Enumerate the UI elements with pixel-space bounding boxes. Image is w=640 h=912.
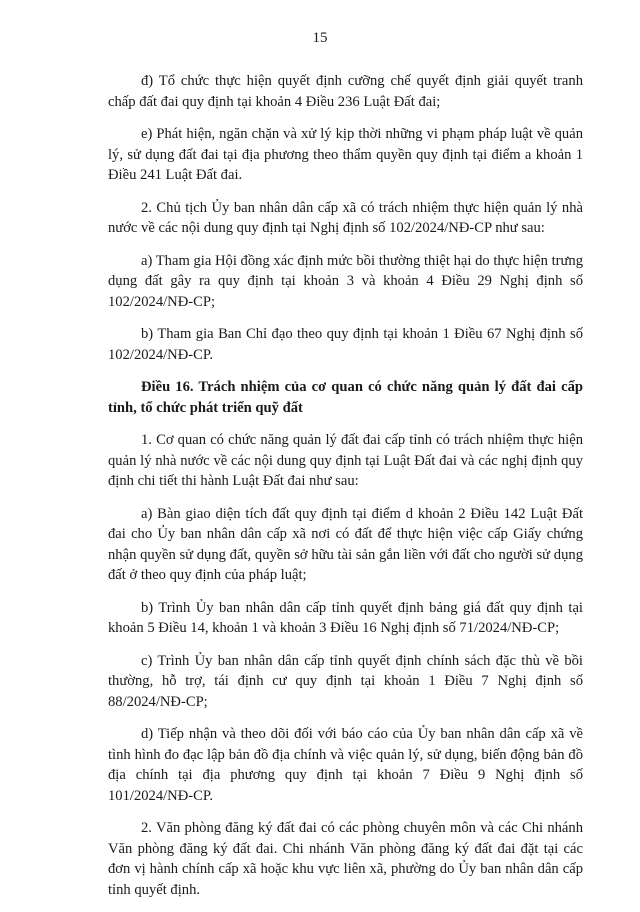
paragraph: 2. Văn phòng đăng ký đất đai có các phòng chuyên môn và các Chi nhánh Văn phòng đăng ký đất đai. Chi nhánh Văn phòng đăng ký đất đai đặt tại các đơn vị hành chính cấp xã hoặc khu vực liên xã, phường do Ủy ban nhân dân cấp tỉnh quyết định.: [108, 820, 583, 898]
paragraph: 2. Chủ tịch Ủy ban nhân dân cấp xã có trách nhiệm thực hiện quản lý nhà nước về các nội dung quy định tại Nghị định số 102/2024/NĐ-CP như sau:: [108, 199, 583, 236]
paragraph: a) Tham gia Hội đồng xác định mức bồi thường thiệt hại do thực hiện trưng dụng đất gây ra quy định tại khoản 3 và khoản 4 Điều 29 Nghị định số 102/2024/NĐ-CP;: [108, 252, 583, 310]
paragraph: c) Trình Ủy ban nhân dân cấp tỉnh quyết định chính sách đặc thù về bồi thường, hỗ trợ, tái định cư quy định tại khoản 1 Điều 7 Nghị định số 88/2024/NĐ-CP;: [108, 652, 583, 710]
paragraph: b) Tham gia Ban Chỉ đạo theo quy định tại khoản 1 Điều 67 Nghị định số 102/2024/NĐ-CP.: [108, 326, 583, 363]
paragraph: a) Bàn giao diện tích đất quy định tại điểm d khoản 2 Điều 142 Luật Đất đai cho Ủy ban nhân dân cấp xã nơi có đất để thực hiện việc cấp Giấy chứng nhận quyền sử dụng đất, quyền sở hữu tài sản gắn liền với đất cho người sử dụng đất ở theo quy định của pháp luật;: [108, 505, 583, 583]
paragraph: e) Phát hiện, ngăn chặn và xử lý kịp thời những vi phạm pháp luật về quản lý, sử dụng đất đai tại địa phương theo thẩm quyền quy định tại điểm a khoản 1 Điều 241 Luật Đất đai.: [108, 126, 583, 183]
paragraph: 1. Cơ quan có chức năng quản lý đất đai cấp tỉnh có trách nhiệm thực hiện quản lý nhà nước về các nội dung quy định tại Luật Đất đai và các nghị định quy định chi tiết thi hành Luật Đất đai như sau:: [108, 432, 583, 489]
paragraph: b) Trình Ủy ban nhân dân cấp tỉnh quyết định bảng giá đất quy định tại khoản 5 Điều 14, khoản 1 và khoản 3 Điều 16 Nghị định số 71/2024/NĐ-CP;: [108, 599, 583, 636]
document-body: [108, 71, 583, 912]
paragraph: d) Tiếp nhận và theo dõi đối với báo cáo của Ủy ban nhân dân cấp xã về tình hình đo đạc lập bản đồ địa chính và việc quản lý, sử dụng, biến động bản đồ địa chính tại địa phương quy định tại khoản 7 Điều 9 Nghị định số 101/2024/NĐ-CP.: [108, 726, 583, 804]
paragraph: đ) Tổ chức thực hiện quyết định cưỡng chế quyết định giải quyết tranh chấp đất đai quy định tại khoản 4 Điều 236 Luật Đất đai;: [108, 73, 583, 110]
page-number: 15: [312, 30, 328, 46]
article-heading: Điều 16. Trách nhiệm của cơ quan có chức năng quản lý đất đai cấp tỉnh, tổ chức phát triển quỹ đất: [108, 379, 583, 416]
